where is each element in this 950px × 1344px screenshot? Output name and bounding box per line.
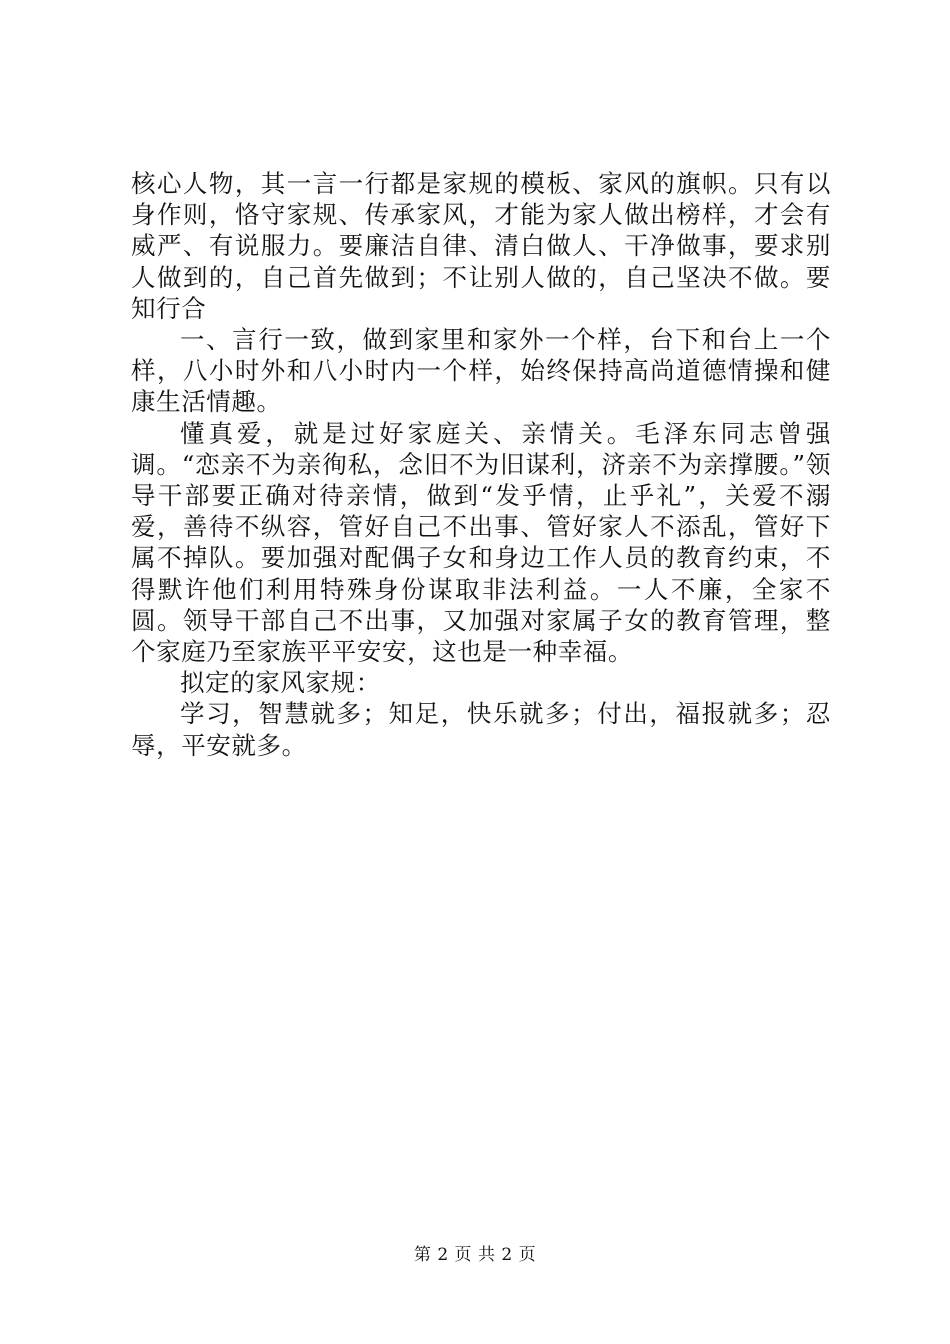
document-body xyxy=(131,168,831,761)
page-footer xyxy=(0,1243,950,1267)
paragraph-consistency: 一、言行一致，做到家里和家外一个样，台下和台上一个样，八小时外和八小时内一个样，始终保持高尚道德情操和健康生活情趣。 xyxy=(131,325,831,417)
page-number: 第 2 页 共 2 页 xyxy=(413,1245,537,1265)
paragraph-true-love: 懂真爱，就是过好家庭关、亲情关。毛泽东同志曾强调。“恋亲不为亲徇私，念旧不为旧谋利，济亲不为亲撑腰。”领导干部要正确对待亲情，做到“发乎情，止乎礼”，关爱不溺爱，善待不纵容，管好自己不出事、管好家人不添乱，管好下属不掉队。要加强对配偶子女和身边工作人员的教育约束，不得默许他们利用特殊身份谋取非法利益。一人不廉，全家不圆。领导干部自己不出事，又加强对家属子女的教育管理，整个家庭乃至家族平平安安，这也是一种幸福。 xyxy=(131,418,831,667)
paragraph-rules-heading: 拟定的家风家规： xyxy=(180,668,381,698)
paragraph-family-rules: 学习，智慧就多；知足，快乐就多；付出，福报就多；忍辱，平安就多。 xyxy=(131,699,831,760)
paragraph-continuation: 核心人物，其一言一行都是家规的模板、家风的旗帜。只有以身作则，恪守家规、传承家风，才能为家人做出榜样，才会有威严、有说服力。要廉洁自律、清白做人、干净做事，要求别人做到的，自己首先做到；不让别人做的，自己坚决不做。要知行合 xyxy=(131,169,831,323)
